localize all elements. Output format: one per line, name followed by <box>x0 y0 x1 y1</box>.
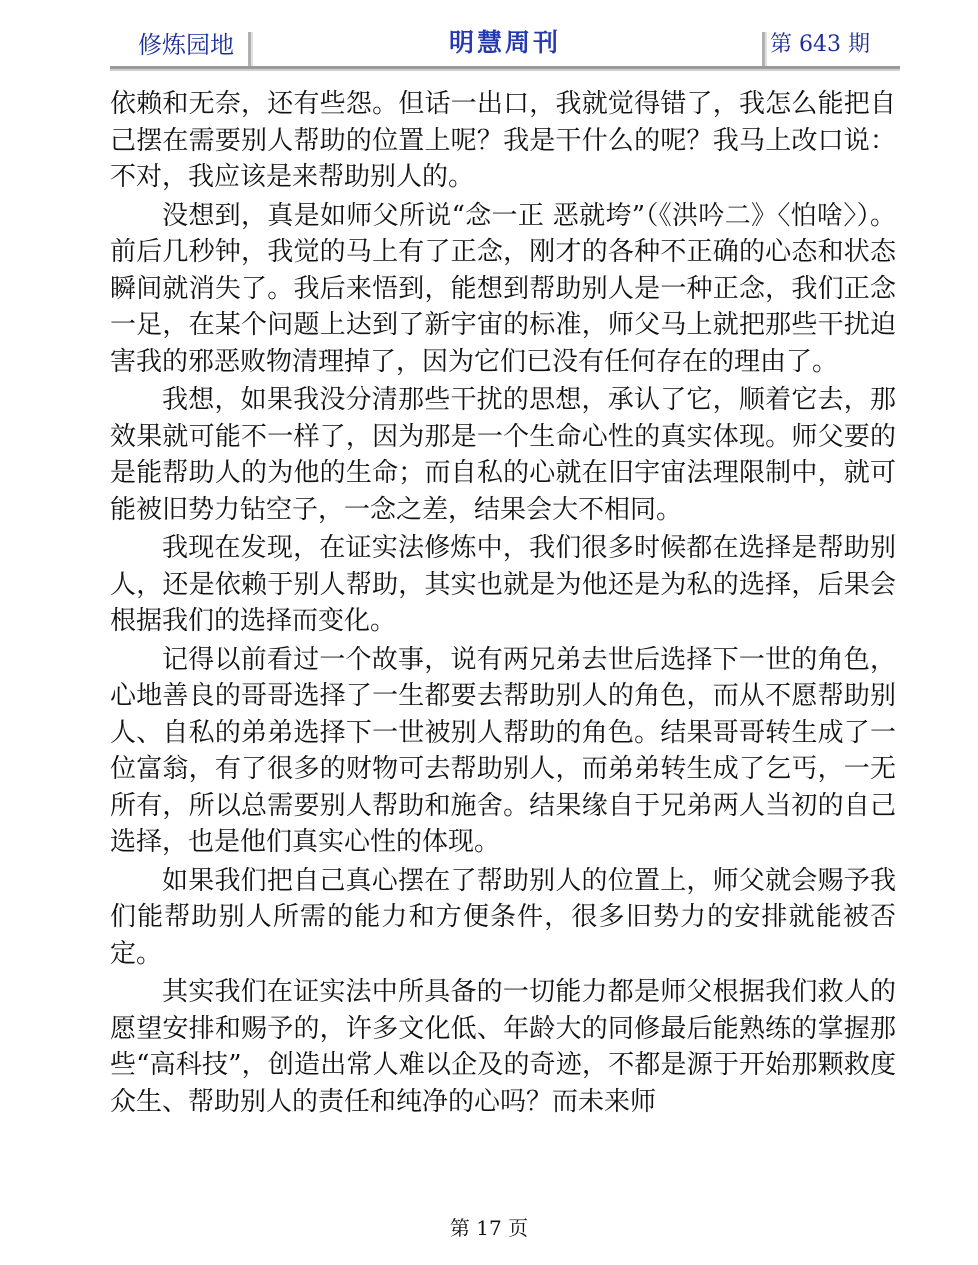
paragraph: 其实我们在证实法中所具备的一切能力都是师父根据我们救人的愿望安排和赐予的，许多文化低、年龄大的同修最后能熟练的掌握那些“高科技”，创造出常人难以企及的奇迹，不都是源于开始那颗救度众生、帮助别人的责任和纯净的心吗？而未来师 <box>110 977 896 1117</box>
header-divider-right <box>762 32 765 66</box>
section-name: 修炼园地 <box>138 31 234 59</box>
paragraph: 如果我们把自己真心摆在了帮助别人的位置上，师父就会赐予我们能帮助别人所需的能力和方便条件，很多旧势力的安排就能被否定。 <box>110 865 896 969</box>
page-header <box>110 22 900 69</box>
paragraph: 没想到，真是如师父所说“念一正 恶就垮”（《洪吟二》〈怕啥〉）。前后几秒钟，我觉的马上有了正念，刚才的各种不正确的心态和状态瞬间就消失了。我后来悟到，能想到帮助别人是一种正念，我们正念一足，在某个问题上达到了新宇宙的标准，师父马上就把那些干扰迫害我的邪恶败物清理掉了，因为它们已没有任何存在的理由了。 <box>110 200 896 377</box>
page-number: 第 17 页 <box>449 1216 529 1240</box>
paragraph: 我想，如果我没分清那些干扰的思想，承认了它，顺着它去，那效果就可能不一样了，因为那是一个生命心性的真实体现。师父要的是能帮助人的为他的生命；而自私的心就在旧宇宙法理限制中，就可能被旧势力钻空子，一念之差，结果会大不相同。 <box>110 385 896 525</box>
paragraph: 我现在发现，在证实法修炼中，我们很多时候都在选择是帮助别人，还是依赖于别人帮助，其实也就是为他还是为私的选择，后果会根据我们的选择而变化。 <box>110 533 896 636</box>
publication-title: 明慧周刊 <box>448 28 561 57</box>
paragraph: 记得以前看过一个故事，说有两兄弟去世后选择下一世的角色，心地善良的哥哥选择了一生都要去帮助别人的角色，而从不愿帮助别人、自私的弟弟选择下一世被别人帮助的角色。结果哥哥转生成了一位富翁，有了很多的财物可去帮助别人，而弟弟转生成了乞丐，一无所有，所以总需要别人帮助和施舍。结果缘自于兄弟两人当初的自己选择，也是他们真实心性的体现。 <box>110 644 896 857</box>
issue-number: 第 643 期 <box>770 32 870 57</box>
paragraph-continued: 依赖和无奈，还有些怨。但话一出口，我就觉得错了，我怎么能把自己摆在需要别人帮助的位置上呢？我是干什么的呢？我马上改口说：不对，我应该是来帮助别人的。 <box>110 89 896 192</box>
article-body <box>110 86 896 1120</box>
